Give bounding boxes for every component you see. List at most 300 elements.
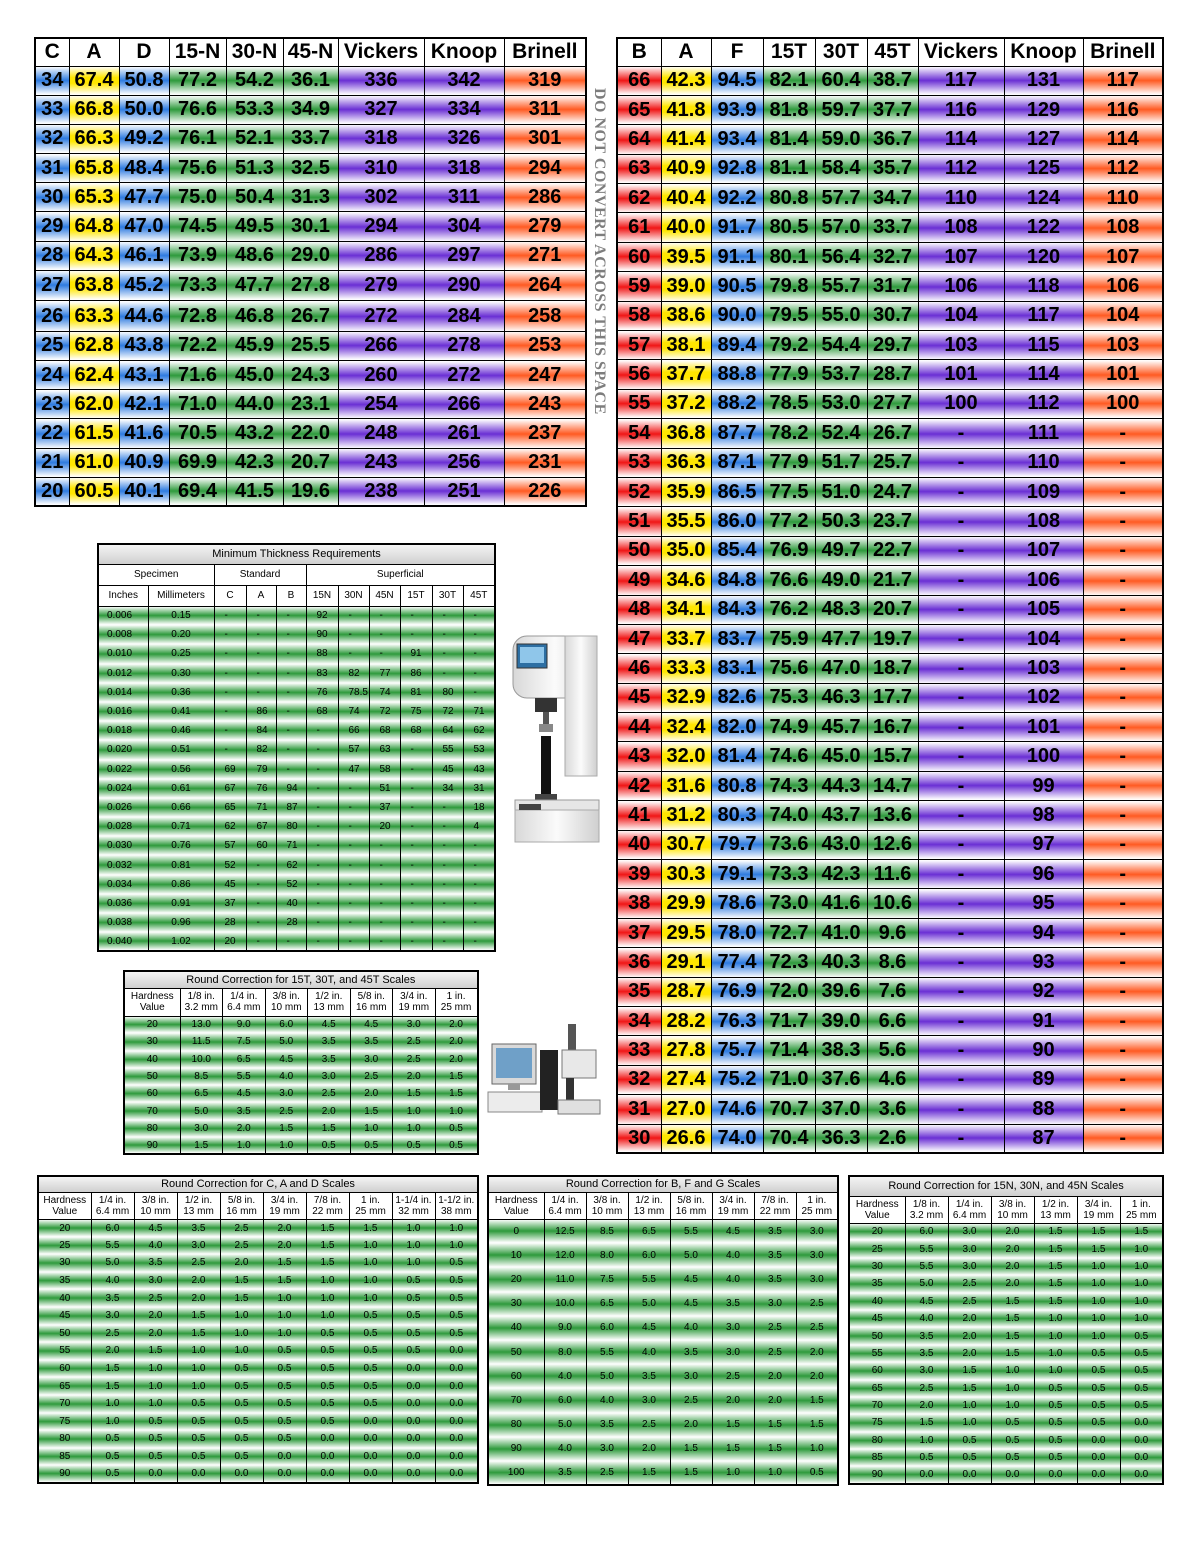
table-cell: 297	[424, 241, 504, 270]
table-cell: 79	[246, 760, 276, 779]
table-cell: 39.6	[815, 977, 867, 1006]
table-cell: 45.2	[119, 270, 169, 301]
table-cell: -	[306, 760, 338, 779]
table-cell: 294	[338, 212, 424, 241]
table-cell: -	[306, 932, 338, 951]
table-cell: 3.6	[867, 1095, 918, 1124]
table-cell: -	[918, 889, 1004, 918]
table-cell: 1.5	[306, 1237, 349, 1255]
table-cell: 1.0	[263, 1307, 306, 1325]
table-cell: 94	[276, 779, 306, 798]
table-row	[38, 1325, 478, 1343]
table-cell: 318	[338, 124, 424, 153]
table-row	[617, 801, 1163, 830]
table-cell: 2.0	[796, 1340, 838, 1364]
table-cell: 85.4	[711, 536, 763, 565]
table-cell: -	[400, 798, 432, 817]
table-cell: -	[432, 894, 463, 913]
table-cell: 0.5	[991, 1432, 1034, 1449]
table-cell: 101	[1083, 360, 1163, 389]
table-cell: 94.5	[711, 66, 763, 95]
table-cell: 0.5	[220, 1448, 263, 1466]
table-cell: 45.0	[815, 742, 867, 771]
table-cell: 48.3	[815, 595, 867, 624]
table-cell: 35.5	[661, 507, 711, 536]
corr-n-title: Round Correction for 15N, 30N, and 45N Scales	[849, 1176, 1163, 1196]
table-cell: 5.0	[670, 1243, 712, 1267]
column-header-line: 19 mm	[269, 1205, 300, 1217]
column-header-line: 1-1/2 in.	[438, 1194, 475, 1206]
table-cell: -	[246, 606, 276, 625]
table-cell: 0.5	[306, 1377, 349, 1395]
microhardness-tester-computer-image	[486, 1020, 608, 1120]
column-header-line: 1/2 in.	[1041, 1198, 1070, 1210]
table-row	[617, 301, 1163, 330]
table-cell: 43.0	[815, 830, 867, 859]
table-cell: 0.5	[435, 1254, 478, 1272]
table-cell: 32.5	[283, 154, 338, 183]
table-cell: 88	[1004, 1095, 1083, 1124]
table-cell: 81.8	[763, 95, 815, 124]
table-row	[617, 242, 1163, 271]
table-cell: 0.0	[392, 1360, 435, 1378]
column-header-line: 38 mm	[440, 1205, 472, 1217]
table-cell: 3.5	[712, 1292, 754, 1316]
table-cell: 1.0	[1034, 1327, 1077, 1344]
table-row	[849, 1345, 1163, 1362]
table-cell: 3.5	[754, 1267, 796, 1291]
table-cell: 106	[1083, 272, 1163, 301]
table-row	[849, 1466, 1163, 1483]
table-cell: 72.8	[169, 301, 226, 332]
table-row	[488, 1340, 838, 1364]
table-cell: 0.30	[148, 664, 214, 683]
column-header: C	[214, 585, 246, 606]
table-cell: 279	[338, 270, 424, 301]
table-cell: 62.8	[69, 331, 119, 360]
table-cell: 34	[35, 66, 69, 95]
table-cell: 16.7	[867, 713, 918, 742]
table-cell: 311	[424, 183, 504, 212]
table-cell: 5.0	[628, 1292, 670, 1316]
table-cell: 49.7	[815, 536, 867, 565]
table-row	[38, 1430, 478, 1448]
table-cell: -	[1083, 654, 1163, 683]
table-cell: 84.8	[711, 566, 763, 595]
table-cell: 0.66	[148, 798, 214, 817]
table-cell: -	[276, 932, 306, 951]
table-cell: 57	[214, 836, 246, 855]
table-cell: -	[1083, 918, 1163, 947]
table-cell: 238	[338, 477, 424, 506]
table-cell: 76.3	[711, 1007, 763, 1036]
table-row	[38, 1237, 478, 1255]
table-cell: 37	[369, 798, 400, 817]
table-cell: 74	[338, 702, 369, 721]
column-header-line: 1/2 in.	[184, 1194, 213, 1206]
table-cell: 1.5	[1034, 1240, 1077, 1257]
table-cell: 2.0	[263, 1219, 306, 1237]
table-cell: -	[1083, 595, 1163, 624]
table-cell: 79.1	[711, 860, 763, 889]
table-cell: 0.5	[306, 1325, 349, 1343]
column-header-line: 6.4 mm	[227, 1002, 261, 1013]
table-cell: 0.5	[263, 1413, 306, 1431]
table-cell: -	[432, 836, 463, 855]
table-cell: 91	[1004, 1007, 1083, 1036]
table-cell: 35	[849, 1275, 905, 1292]
table-cell: 5.5	[223, 1068, 266, 1085]
table-cell: 1.0	[134, 1377, 177, 1395]
table-cell: -	[1083, 1124, 1163, 1153]
table-cell: 18.7	[867, 654, 918, 683]
table-cell: 0.15	[148, 606, 214, 625]
group-header: Superficial	[306, 564, 495, 585]
table-cell: 64.3	[69, 241, 119, 270]
table-cell: 25	[35, 331, 69, 360]
table-cell: 60.4	[815, 66, 867, 95]
table-cell: 1.0	[263, 1325, 306, 1343]
table-cell: 30	[124, 1033, 180, 1050]
table-cell: 2.0	[263, 1237, 306, 1255]
column-header	[991, 1196, 1034, 1223]
table-cell: 7.6	[867, 977, 918, 1006]
table-row	[124, 1085, 478, 1102]
table-cell: 2.0	[435, 1033, 478, 1050]
table-cell: 0.5	[1034, 1414, 1077, 1431]
table-cell: -	[306, 875, 338, 894]
table-cell: 85	[849, 1449, 905, 1466]
table-cell: 290	[424, 270, 504, 301]
column-header-line: Hardness	[855, 1198, 899, 1210]
table-row	[617, 771, 1163, 800]
table-cell: 12.0	[544, 1243, 586, 1267]
table-cell: 49	[617, 566, 661, 595]
table-cell: 19.6	[283, 477, 338, 506]
table-cell: 45	[617, 683, 661, 712]
table-cell: -	[369, 932, 400, 951]
table-cell: 0.5	[177, 1395, 220, 1413]
table-cell: 49.0	[815, 566, 867, 595]
table-cell: -	[918, 654, 1004, 683]
table-row	[38, 1448, 478, 1466]
table-cell: 0.5	[1120, 1397, 1163, 1414]
table-cell: 3.0	[628, 1388, 670, 1412]
table-cell: 37.7	[661, 360, 711, 389]
table-cell: 20.7	[283, 448, 338, 477]
table-cell: 0.5	[177, 1448, 220, 1466]
table-cell: 76.2	[763, 595, 815, 624]
table-cell: 1.5	[712, 1437, 754, 1461]
table-row	[98, 606, 495, 625]
table-cell: 30.1	[283, 212, 338, 241]
table-cell: 37.2	[661, 389, 711, 418]
table-cell: 76.6	[169, 95, 226, 124]
table-cell: 78.6	[711, 889, 763, 918]
table-cell: 90.5	[711, 272, 763, 301]
table-row	[488, 1292, 838, 1316]
table-cell: 0.0	[392, 1465, 435, 1483]
table-cell: 5.5	[91, 1237, 134, 1255]
table-row	[849, 1432, 1163, 1449]
table-cell: -	[1083, 683, 1163, 712]
table-cell: 73.9	[169, 241, 226, 270]
table-cell: 2.5	[754, 1316, 796, 1340]
table-cell: 75	[400, 702, 432, 721]
table-cell: 51.7	[815, 448, 867, 477]
table-cell: 0.5	[263, 1360, 306, 1378]
table-cell: 116	[1083, 95, 1163, 124]
table-cell: 3.5	[308, 1051, 351, 1068]
table-cell: 31.7	[867, 272, 918, 301]
table-cell: 117	[1004, 301, 1083, 330]
column-header	[488, 1192, 544, 1219]
round-correction-t-scales-table	[123, 970, 479, 1155]
table-row	[849, 1293, 1163, 1310]
table-cell: 0.25	[148, 644, 214, 663]
table-row	[617, 360, 1163, 389]
table-cell: 104	[1004, 624, 1083, 653]
table-cell: 50.8	[119, 66, 169, 95]
table-cell: 2.5	[628, 1413, 670, 1437]
table-cell: 56	[617, 360, 661, 389]
table-cell: 52	[214, 855, 246, 874]
table-cell: 1.5	[263, 1272, 306, 1290]
table-cell: 76.6	[763, 566, 815, 595]
table-cell: 35.9	[661, 477, 711, 506]
table-cell: 40	[617, 830, 661, 859]
table-cell: 2.0	[948, 1310, 991, 1327]
table-cell: 0.5	[263, 1395, 306, 1413]
column-header: 30T	[432, 585, 463, 606]
table-cell: 0.5	[349, 1395, 392, 1413]
table-cell: 118	[1004, 272, 1083, 301]
table-cell: 1.5	[1034, 1275, 1077, 1292]
table-cell: -	[400, 932, 432, 951]
table-cell: 14.7	[867, 771, 918, 800]
column-header	[306, 1192, 349, 1219]
table-row	[488, 1461, 838, 1485]
table-cell: 74	[369, 683, 400, 702]
table-row	[35, 183, 586, 212]
table-cell: 1.0	[392, 1254, 435, 1272]
table-row	[849, 1362, 1163, 1379]
table-row	[35, 212, 586, 241]
table-row	[617, 830, 1163, 859]
table-cell: 0.5	[393, 1137, 436, 1154]
table-cell: -	[432, 817, 463, 836]
table-cell: -	[1083, 566, 1163, 595]
table-cell: 0.028	[98, 817, 148, 836]
table-cell: 71.0	[763, 1065, 815, 1094]
table-cell: 2.0	[754, 1388, 796, 1412]
table-cell: 47.7	[119, 183, 169, 212]
table-cell: 60	[488, 1364, 544, 1388]
table-cell: -	[338, 625, 369, 644]
table-cell: 74.0	[763, 801, 815, 830]
column-header: 15-N	[169, 38, 226, 66]
table-cell: -	[1083, 771, 1163, 800]
table-cell: 28.7	[661, 977, 711, 1006]
table-cell: 53.0	[815, 389, 867, 418]
table-row	[38, 1360, 478, 1378]
table-cell: 1.5	[435, 1085, 478, 1102]
table-cell: 37.7	[867, 95, 918, 124]
table-cell: 84	[246, 721, 276, 740]
table-cell: 71	[246, 798, 276, 817]
minimum-thickness-table	[97, 543, 496, 952]
table-row	[617, 213, 1163, 242]
table-cell: -	[463, 913, 495, 932]
table-cell: -	[918, 448, 1004, 477]
column-header-line: 16 mm	[226, 1205, 257, 1217]
table-cell: 33.7	[661, 624, 711, 653]
table-cell: 78.5	[338, 683, 369, 702]
table-cell: 50	[849, 1327, 905, 1344]
table-cell: 86.5	[711, 477, 763, 506]
table-cell: 2.5	[754, 1340, 796, 1364]
table-cell: 40.3	[815, 948, 867, 977]
table-cell: 6.5	[180, 1085, 223, 1102]
table-row	[617, 66, 1163, 95]
table-cell: 0.5	[392, 1307, 435, 1325]
table-cell: 0.36	[148, 683, 214, 702]
table-cell: 0.5	[306, 1342, 349, 1360]
table-cell: 0.0	[435, 1448, 478, 1466]
table-cell: -	[369, 644, 400, 663]
table-cell: -	[214, 625, 246, 644]
header-row	[35, 38, 586, 66]
table-cell: 1.0	[263, 1289, 306, 1307]
table-cell: 51	[617, 507, 661, 536]
table-cell: 0.5	[435, 1137, 478, 1154]
table-cell: 1.0	[306, 1289, 349, 1307]
table-cell: 41.6	[815, 889, 867, 918]
table-cell: 112	[1004, 389, 1083, 418]
table-cell: 3.0	[712, 1340, 754, 1364]
table-cell: 72	[369, 702, 400, 721]
table-cell: 74.6	[763, 742, 815, 771]
column-header-line: 6.4 mm	[952, 1209, 987, 1221]
table-cell: 65.8	[69, 154, 119, 183]
table-row	[488, 1219, 838, 1243]
table-cell: 75.6	[169, 154, 226, 183]
table-row	[617, 948, 1163, 977]
table-row	[488, 1413, 838, 1437]
table-cell: 90	[849, 1466, 905, 1483]
table-row	[35, 361, 586, 390]
table-cell: 67	[214, 779, 246, 798]
table-cell: 0.0	[1120, 1449, 1163, 1466]
table-cell: 6.0	[586, 1316, 628, 1340]
table-cell: 36.8	[661, 419, 711, 448]
table-cell: 2.0	[948, 1327, 991, 1344]
table-cell: 60	[124, 1085, 180, 1102]
table-cell: 5.0	[586, 1364, 628, 1388]
table-cell: 116	[918, 95, 1004, 124]
table-cell: 5.5	[670, 1219, 712, 1243]
table-cell: 1.0	[177, 1377, 220, 1395]
table-cell: 80	[488, 1413, 544, 1437]
table-cell: 0.030	[98, 836, 148, 855]
table-cell: -	[214, 721, 246, 740]
table-row	[35, 448, 586, 477]
table-cell: -	[1083, 419, 1163, 448]
table-cell: -	[338, 913, 369, 932]
table-cell: -	[214, 606, 246, 625]
table-row	[35, 66, 586, 95]
table-cell: 1.0	[435, 1219, 478, 1237]
table-cell: 5.0	[905, 1275, 948, 1292]
table-cell: 3.0	[754, 1292, 796, 1316]
table-cell: -	[369, 875, 400, 894]
table-cell: 63.8	[69, 270, 119, 301]
table-cell: 8.5	[586, 1219, 628, 1243]
table-row	[849, 1397, 1163, 1414]
table-cell: 2.0	[628, 1437, 670, 1461]
table-cell: 62.0	[69, 390, 119, 419]
table-cell: 3.0	[948, 1240, 991, 1257]
table-cell: 1.5	[220, 1289, 263, 1307]
table-cell: 1.0	[393, 1120, 436, 1137]
table-cell: 2.0	[91, 1342, 134, 1360]
table-cell: 1.0	[1034, 1310, 1077, 1327]
table-cell: 71	[276, 836, 306, 855]
table-cell: 80	[124, 1120, 180, 1137]
table-row	[617, 448, 1163, 477]
table-cell: 4.5	[308, 1016, 351, 1033]
table-row	[488, 1364, 838, 1388]
table-cell: 25.7	[867, 448, 918, 477]
table-cell: 48.6	[226, 241, 283, 270]
table-cell: 102	[1004, 683, 1083, 712]
column-header	[223, 988, 266, 1016]
table-cell: 0.5	[1120, 1327, 1163, 1344]
column-header	[350, 988, 393, 1016]
table-row	[617, 536, 1163, 565]
table-cell: 41.6	[119, 419, 169, 448]
column-header-line: 10 mm	[140, 1205, 171, 1217]
table-cell: 77.9	[763, 448, 815, 477]
table-cell: 97	[1004, 830, 1083, 859]
table-cell: 122	[1004, 213, 1083, 242]
table-cell: 100	[1083, 389, 1163, 418]
table-cell: 114	[918, 125, 1004, 154]
table-cell: -	[463, 855, 495, 874]
table-cell: 3.5	[586, 1413, 628, 1437]
table-cell: 1.0	[134, 1395, 177, 1413]
column-header: 30T	[815, 38, 867, 66]
table-cell: -	[432, 625, 463, 644]
table-cell: 72.7	[763, 918, 815, 947]
column-header-line: 19 mm	[1083, 1209, 1114, 1221]
table-cell: 18	[463, 798, 495, 817]
table-cell: -	[1083, 742, 1163, 771]
round-correction-cad-scales-table	[37, 1175, 479, 1484]
table-cell: 0.5	[263, 1377, 306, 1395]
table-cell: 6.0	[628, 1243, 670, 1267]
table-cell: -	[306, 913, 338, 932]
table-row	[98, 836, 495, 855]
column-header: B	[276, 585, 306, 606]
table-cell: -	[463, 625, 495, 644]
table-cell: 1.5	[1034, 1258, 1077, 1275]
table-cell: 24.3	[283, 361, 338, 390]
table-cell: 2.0	[177, 1289, 220, 1307]
table-cell: 42.3	[661, 66, 711, 95]
table-cell: 78.2	[763, 419, 815, 448]
column-header	[670, 1192, 712, 1219]
